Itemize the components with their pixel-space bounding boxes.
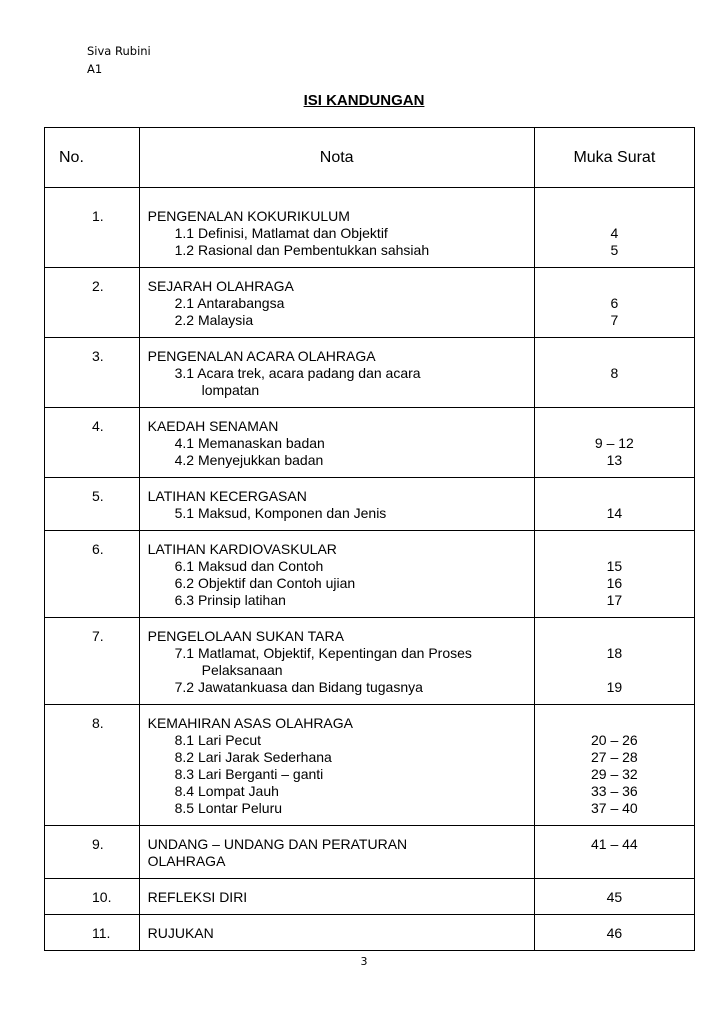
row-number-cell: [45, 618, 140, 705]
section-heading-continued: OLAHRAGA: [147, 853, 226, 869]
row-nota-cell: [139, 268, 534, 338]
subsection-page: 7: [610, 312, 619, 328]
subsection-label: 7.2 Jawatankuasa dan Bidang tugasnya: [174, 679, 423, 695]
row-number: 9.: [92, 836, 104, 852]
row-nota-cell: [139, 478, 534, 531]
subsection-label: 2.2 Malaysia: [174, 312, 254, 328]
row-number: 5.: [92, 488, 104, 504]
row-page-cell: [534, 531, 694, 618]
table-row: [45, 618, 695, 705]
row-number: 11.: [92, 925, 111, 941]
row-number-cell: [45, 705, 140, 826]
table-row: [45, 826, 695, 879]
page-spacer: [535, 853, 694, 870]
subsection-label: 7.1 Matlamat, Objektif, Kepentingan dan Proses: [174, 645, 472, 661]
column-header-nota: Nota: [139, 128, 534, 188]
row-page-cell: [534, 826, 694, 879]
subsection-page: 18: [606, 645, 623, 661]
subsection-label: 1.2 Rasional dan Pembentukkan sahsiah: [174, 242, 430, 258]
row-page-cell: [534, 915, 694, 951]
row-nota-cell: [139, 188, 534, 268]
subsection-label: 5.1 Maksud, Komponen dan Jenis: [174, 505, 387, 521]
row-number-cell: [45, 408, 140, 478]
subsection-label: 6.2 Objektif dan Contoh ujian: [174, 575, 356, 591]
subsection-page: 29 – 32: [591, 766, 638, 782]
subsection-page: 16: [606, 575, 623, 591]
page-spacer: [535, 348, 694, 365]
row-nota-cell: [139, 826, 534, 879]
row-number: 7.: [92, 628, 104, 644]
row-number: 8.: [92, 715, 104, 731]
row-number: 3.: [92, 348, 104, 364]
subsection-label: 8.3 Lari Berganti – ganti: [174, 766, 324, 782]
section-heading: REFLEKSI DIRI: [147, 889, 248, 905]
page-spacer: [535, 662, 694, 679]
subsection-page: 5: [610, 242, 619, 258]
section-heading: UNDANG – UNDANG DAN PERATURAN: [147, 836, 408, 852]
row-page-cell: [534, 408, 694, 478]
page-spacer: [535, 208, 694, 225]
row-number: 4.: [92, 418, 104, 434]
subsection-page: 15: [606, 558, 623, 574]
page-spacer: [535, 278, 694, 295]
page-spacer: [535, 715, 694, 732]
table-row: [45, 338, 695, 408]
author-class: A1: [87, 62, 103, 76]
table-row: [45, 531, 695, 618]
row-nota-cell: [139, 879, 534, 915]
row-page-cell: [534, 705, 694, 826]
section-heading: SEJARAH OLAHRAGA: [147, 278, 294, 294]
row-nota-cell: [139, 408, 534, 478]
subsection-label: 8.1 Lari Pecut: [174, 732, 261, 748]
subsection-label: 3.1 Acara trek, acara padang dan acara: [174, 365, 421, 381]
subsection-label-continued: lompatan: [201, 382, 260, 398]
subsection-label: 1.1 Definisi, Matlamat dan Objektif: [174, 225, 388, 241]
section-heading: LATIHAN KECERGASAN: [147, 488, 307, 504]
author-block: [87, 42, 151, 78]
section-page: 45: [606, 889, 623, 905]
subsection-page: 17: [606, 592, 623, 608]
row-number-cell: [45, 826, 140, 879]
subsection-page: 9 – 12: [594, 435, 634, 451]
page-spacer: [535, 382, 694, 399]
subsection-page: 27 – 28: [591, 749, 638, 765]
section-heading: PENGENALAN KOKURIKULUM: [147, 208, 350, 224]
subsection-label: 2.1 Antarabangsa: [174, 295, 285, 311]
subsection-label: 8.5 Lontar Peluru: [174, 800, 283, 816]
row-nota-cell: [139, 915, 534, 951]
table-row: [45, 478, 695, 531]
row-number-cell: [45, 188, 140, 268]
subsection-label: 8.2 Lari Jarak Sederhana: [174, 749, 332, 765]
page-spacer: [535, 488, 694, 505]
row-page-cell: [534, 338, 694, 408]
section-heading: PENGELOLAAN SUKAN TARA: [147, 628, 344, 644]
row-nota-cell: [139, 705, 534, 826]
section-heading: PENGENALAN ACARA OLAHRAGA: [147, 348, 376, 364]
row-number-cell: [45, 915, 140, 951]
table-row: [45, 915, 695, 951]
subsection-page: 20 – 26: [591, 732, 638, 748]
row-page-cell: [534, 188, 694, 268]
subsection-page: 33 – 36: [591, 783, 638, 799]
subsection-page: 13: [606, 452, 623, 468]
row-page-cell: [534, 879, 694, 915]
row-page-cell: [534, 618, 694, 705]
page-title: ISI KANDUNGAN: [303, 92, 425, 109]
table-row: [45, 188, 695, 268]
table-header-row: [45, 128, 695, 188]
table-row: [45, 879, 695, 915]
column-header-muka-surat: Muka Surat: [534, 128, 694, 188]
section-heading: RUJUKAN: [147, 925, 214, 941]
row-number-cell: [45, 268, 140, 338]
page-number: 3: [360, 955, 368, 968]
row-number-cell: [45, 531, 140, 618]
subsection-page: 14: [606, 505, 623, 521]
subsection-label: 6.3 Prinsip latihan: [174, 592, 286, 608]
row-nota-cell: [139, 531, 534, 618]
column-header-no: No.: [45, 128, 140, 188]
contents-table: [44, 127, 695, 951]
subsection-label: 6.1 Maksud dan Contoh: [174, 558, 324, 574]
subsection-page: 37 – 40: [591, 800, 638, 816]
row-nota-cell: [139, 618, 534, 705]
section-heading: LATIHAN KARDIOVASKULAR: [147, 541, 337, 557]
row-number: 2.: [92, 278, 104, 294]
section-heading: KAEDAH SENAMAN: [147, 418, 279, 434]
page-title-wrap: [0, 92, 728, 110]
row-number: 1.: [92, 208, 104, 224]
row-page-cell: [534, 268, 694, 338]
subsection-page: 19: [606, 679, 623, 695]
section-page: 41 – 44: [591, 836, 638, 852]
subsection-label-continued: Pelaksanaan: [201, 662, 283, 678]
subsection-label: 8.4 Lompat Jauh: [174, 783, 279, 799]
row-number-cell: [45, 879, 140, 915]
subsection-label: 4.2 Menyejukkan badan: [174, 452, 324, 468]
section-page: 46: [606, 925, 623, 941]
subsection-label: 4.1 Memanaskan badan: [174, 435, 325, 451]
contents-table-body: [45, 188, 695, 951]
page-spacer: [535, 418, 694, 435]
table-row: [45, 408, 695, 478]
table-row: [45, 268, 695, 338]
row-number: 10.: [92, 889, 112, 905]
table-row: [45, 705, 695, 826]
row-number-cell: [45, 478, 140, 531]
section-heading: KEMAHIRAN ASAS OLAHRAGA: [147, 715, 354, 731]
row-number-cell: [45, 338, 140, 408]
author-name: Siva Rubini: [87, 44, 151, 58]
row-page-cell: [534, 478, 694, 531]
page-spacer: [535, 628, 694, 645]
row-number: 6.: [92, 541, 104, 557]
row-nota-cell: [139, 338, 534, 408]
subsection-page: 8: [610, 365, 619, 381]
subsection-page: 4: [610, 225, 619, 241]
subsection-page: 6: [610, 295, 619, 311]
page-spacer: [535, 541, 694, 558]
